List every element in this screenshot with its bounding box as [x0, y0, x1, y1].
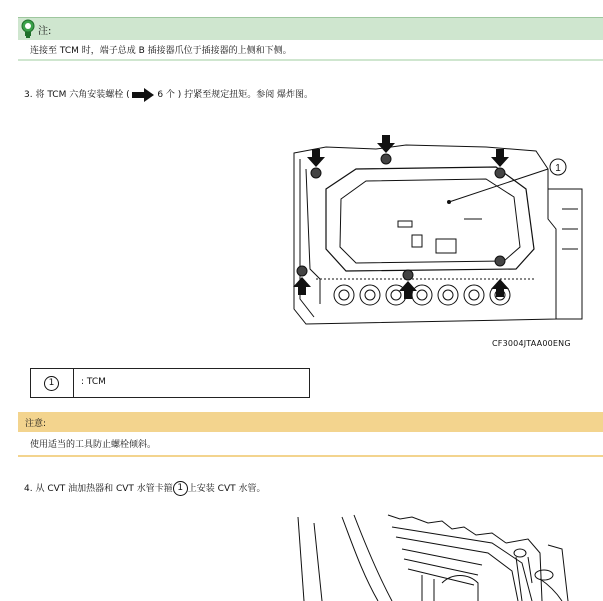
step-number: 3.	[24, 90, 33, 100]
legend-table	[30, 368, 310, 398]
legend-number-cell	[31, 369, 74, 397]
step-3	[24, 87, 313, 102]
legend-number: 1	[44, 376, 59, 391]
figure-callout: 1	[555, 163, 561, 174]
step-count: 6 个 )	[157, 90, 182, 100]
note-header	[18, 17, 603, 40]
note-text: 连接至 TCM 时，端子总成 B 插接器爪位于插接器的上侧和下侧。	[30, 46, 292, 56]
legend-text: : TCM	[81, 377, 106, 387]
figure-caption: CF3004JTAA00ENG	[492, 339, 571, 348]
caution-header	[18, 412, 603, 432]
caution-label: 注意:	[25, 419, 47, 429]
note-label: 注:	[38, 26, 52, 37]
lightbulb-icon	[20, 19, 36, 39]
step-text-after: 上安装 CVT 水管。	[187, 484, 266, 494]
step-number: 4.	[24, 484, 33, 494]
caution-divider	[18, 455, 603, 457]
note-divider	[18, 59, 603, 61]
arrow-right-icon	[132, 88, 154, 102]
water-hose-diagram	[292, 513, 582, 601]
step-4	[24, 481, 265, 496]
caution-text: 使用适当的工具防止螺栓倾斜。	[30, 440, 157, 450]
step-text-before: 从 CVT 油加热器和 CVT 水管卡箍	[35, 484, 173, 494]
step-text-after: 拧紧至规定扭矩。参阅 爆炸图。	[184, 90, 314, 100]
tcm-diagram	[286, 129, 586, 332]
step-text-before: 将 TCM 六角安装螺栓 (	[35, 90, 130, 100]
step-callout: 1	[173, 481, 188, 496]
